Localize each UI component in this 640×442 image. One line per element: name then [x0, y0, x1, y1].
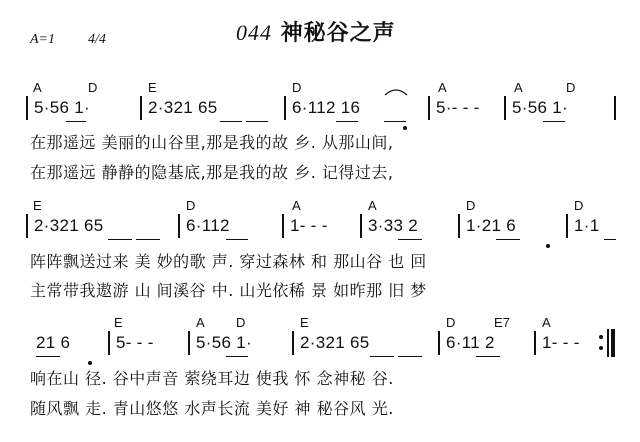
barline [178, 214, 180, 238]
beam-underline [604, 239, 616, 240]
notation-measure: 2·321 65 [300, 333, 370, 352]
notation-measure: 1- - - [542, 333, 580, 352]
low-octave-dot [403, 126, 407, 130]
song-title-text: 神秘谷之声 [280, 21, 396, 46]
lyric-line-verse-2: 主常带我遨游 山 间溪谷 中. 山光依稀 景 如昨那 旧 梦 [30, 281, 427, 300]
beam-underline [336, 121, 358, 122]
barline [188, 331, 190, 355]
chord: A [438, 80, 447, 95]
barline [284, 96, 286, 120]
notation-measure: 21 6 [36, 333, 71, 352]
beam-underline [476, 356, 500, 357]
chord: D [236, 315, 246, 330]
lyric-line-verse-1: 在那遥远 美丽的山谷里,那是我的故 乡. 从那山间, [30, 133, 394, 152]
notation-measure: 6·112 [186, 216, 230, 235]
time-signature: 4/4 [88, 32, 106, 47]
barline [360, 214, 362, 238]
lyric-line-verse-1: 响在山 径. 谷中声音 萦绕耳边 使我 怀 念神秘 谷. [30, 369, 394, 388]
chord: D [574, 198, 584, 213]
beam-underline [36, 356, 60, 357]
beam-underline [370, 356, 394, 357]
low-octave-dot [88, 361, 92, 365]
notation-measure: 1·21 6 [466, 216, 517, 235]
barline [282, 214, 284, 238]
chord: E7 [494, 315, 510, 330]
notation-measure: 5·56 1· [512, 98, 568, 117]
notation-measure: 5·56 1· [196, 333, 252, 352]
chord: A [542, 315, 551, 330]
low-octave-dot [546, 244, 550, 248]
barline [614, 96, 616, 120]
beam-underline [220, 121, 242, 122]
chord: A [368, 198, 377, 213]
lyric-line-verse-2: 随风飘 走. 青山悠悠 水声长流 美好 神 秘谷风 光. [30, 399, 394, 418]
final-barline-thick [611, 329, 615, 357]
chord: E [148, 80, 157, 95]
notation-measure: 3·33 2 [368, 216, 419, 235]
notation-measure: 5·56 1· [34, 98, 90, 117]
beam-underline [496, 239, 520, 240]
key-signature: A=1 [30, 32, 55, 47]
barline [292, 331, 294, 355]
chord: D [88, 80, 98, 95]
notation-measure: 6·11 2 [446, 333, 495, 352]
barline [566, 214, 568, 238]
notation-measure: 2·321 65 [34, 216, 104, 235]
barline [428, 96, 430, 120]
beam-underline [66, 121, 86, 122]
beam-underline [398, 239, 422, 240]
notation-measure: 1- - - [290, 216, 328, 235]
chord: A [33, 80, 42, 95]
chord: A [292, 198, 301, 213]
beam-underline [246, 121, 268, 122]
beam-underline [226, 239, 248, 240]
chord: A [514, 80, 523, 95]
repeat-dot [599, 346, 603, 350]
barline [108, 331, 110, 355]
lyric-line-verse-2: 在那遥远 静静的隐基底,那是我的故 乡. 记得过去, [30, 163, 394, 182]
chord: D [186, 198, 196, 213]
tie-slur [383, 86, 409, 96]
beam-underline [226, 356, 248, 357]
chord: E [114, 315, 123, 330]
barline [534, 331, 536, 355]
beam-underline [398, 356, 422, 357]
notation-measure: 2·321 65 [148, 98, 218, 117]
chord: D [292, 80, 302, 95]
beam-underline [543, 121, 565, 122]
barline [26, 96, 28, 120]
barline [438, 331, 440, 355]
chord: A [196, 315, 205, 330]
repeat-dot [599, 335, 603, 339]
beam-underline [136, 239, 160, 240]
song-title [236, 16, 396, 47]
barline [140, 96, 142, 120]
barline [504, 96, 506, 120]
chord: E [300, 315, 309, 330]
notation-measure: 6·112 16 [292, 98, 361, 117]
beam-underline [108, 239, 132, 240]
barline [26, 214, 28, 238]
chord: D [466, 198, 476, 213]
chord: E [33, 198, 42, 213]
lyric-line-verse-1: 阵阵飘送过来 美 妙的歌 声. 穿过森林 和 那山谷 也 回 [30, 252, 427, 271]
notation-measure: 5·- - - [436, 98, 480, 117]
final-barline-thin [607, 329, 609, 357]
notation-measure: 1·1 [574, 216, 600, 235]
chord: D [446, 315, 456, 330]
beam-underline [384, 121, 406, 122]
chord: D [566, 80, 576, 95]
barline [458, 214, 460, 238]
song-number: 044 [236, 20, 272, 45]
notation-measure: 5- - - [116, 333, 154, 352]
